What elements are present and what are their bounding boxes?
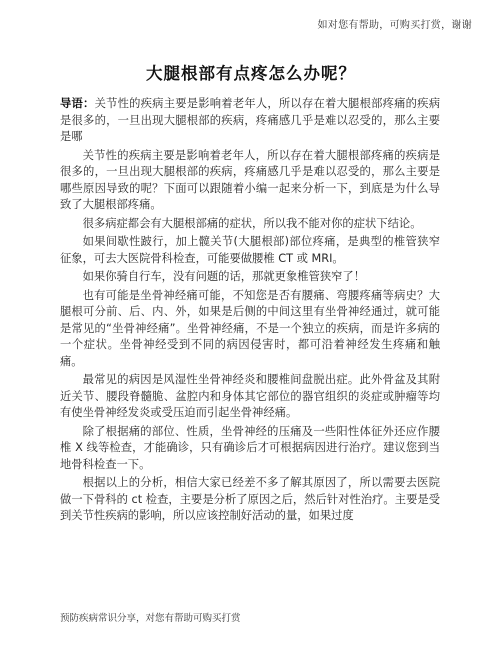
body-paragraph: 也有可能是坐骨神经痛可能，不知您是否有腰痛、弯腰疼痛等病史？大腿根可分前、后、内、外，如果是后侧的中间这里有坐骨神经通过，就可能是常见的“坐骨神经痛”。坐骨神经痛，不是一个独立的疾病，而是许多病的一个症状。坐骨神经受到不同的病因侵害时，都可沿着神经发生疼痛和触痛。: [60, 288, 440, 368]
body-paragraph: 如果你骑自行车，没有问题的话，那就更象椎管狭窄了！: [82, 270, 366, 283]
document-body: [60, 96, 440, 527]
body-paragraph: 除了根据痛的部位、性质，坐骨神经的压痛及一些阳性体征外还应作腰椎 X 线等检查，才能确诊，只有确诊后才可根据病因进行治疗。建议您到当地骨科检查一下。: [60, 424, 440, 471]
body-paragraph: 关节性的疾病主要是影响着老年人，所以存在着大腿根部疼痛的疾病是很多的，一旦出现大腿根部的疾病，疼痛感几乎是难以忍受的，那么主要是哪些原因导致的呢？下面可以跟随着小编一起来分析一下，到底是为什么导致了大腿根部疼痛。: [60, 148, 440, 211]
document-title: 大腿根部有点疼怎么办呢？: [146, 64, 356, 83]
body-paragraph: 最常见的病因是风湿性坐骨神经炎和腰椎间盘脱出症。此外骨盆及其附近关节、腰段脊髓脆、盆腔内和身体其它部位的器官组织的炎症或肿瘤等均有使坐骨神经发炎或受压迫而引起坐骨神经痛。: [60, 373, 440, 419]
body-paragraph: 如果间歇性跛行，加上髋关节(大腿根部)部位疼痛，是典型的椎管狭窄征象，可去大医院骨科检查，可能要做腰椎 CT 或 MRI。: [60, 235, 440, 265]
lead-text: 关节性的疾病主要是影响着老年人，所以存在着大腿根部疼痛的疾病是很多的，一旦出现大腿根部的疾病，疼痛感几乎是难以忍受的，那么主要是哪: [60, 97, 440, 143]
body-paragraph: 根据以上的分析，相信大家已经差不多了解其原因了，所以需要去医院做一下骨科的 ct 检查，主要是分析了原因之后，然后针对性治疗。主要是受到关节性疾病的影响，所以应该控制好活动的量，如果过度: [60, 476, 440, 522]
body-paragraph: 很多病症都会有大腿根部痛的症状，所以我不能对你的症状下结论。: [82, 216, 422, 230]
lead-paragraph: [60, 96, 440, 146]
header-note: 如对您有帮助，可购买打赏，谢谢: [317, 20, 472, 31]
lead-label: 导语：: [60, 97, 95, 110]
footer-note: 预防疾病常识分享，对您有帮助可购买打赏: [60, 613, 241, 624]
